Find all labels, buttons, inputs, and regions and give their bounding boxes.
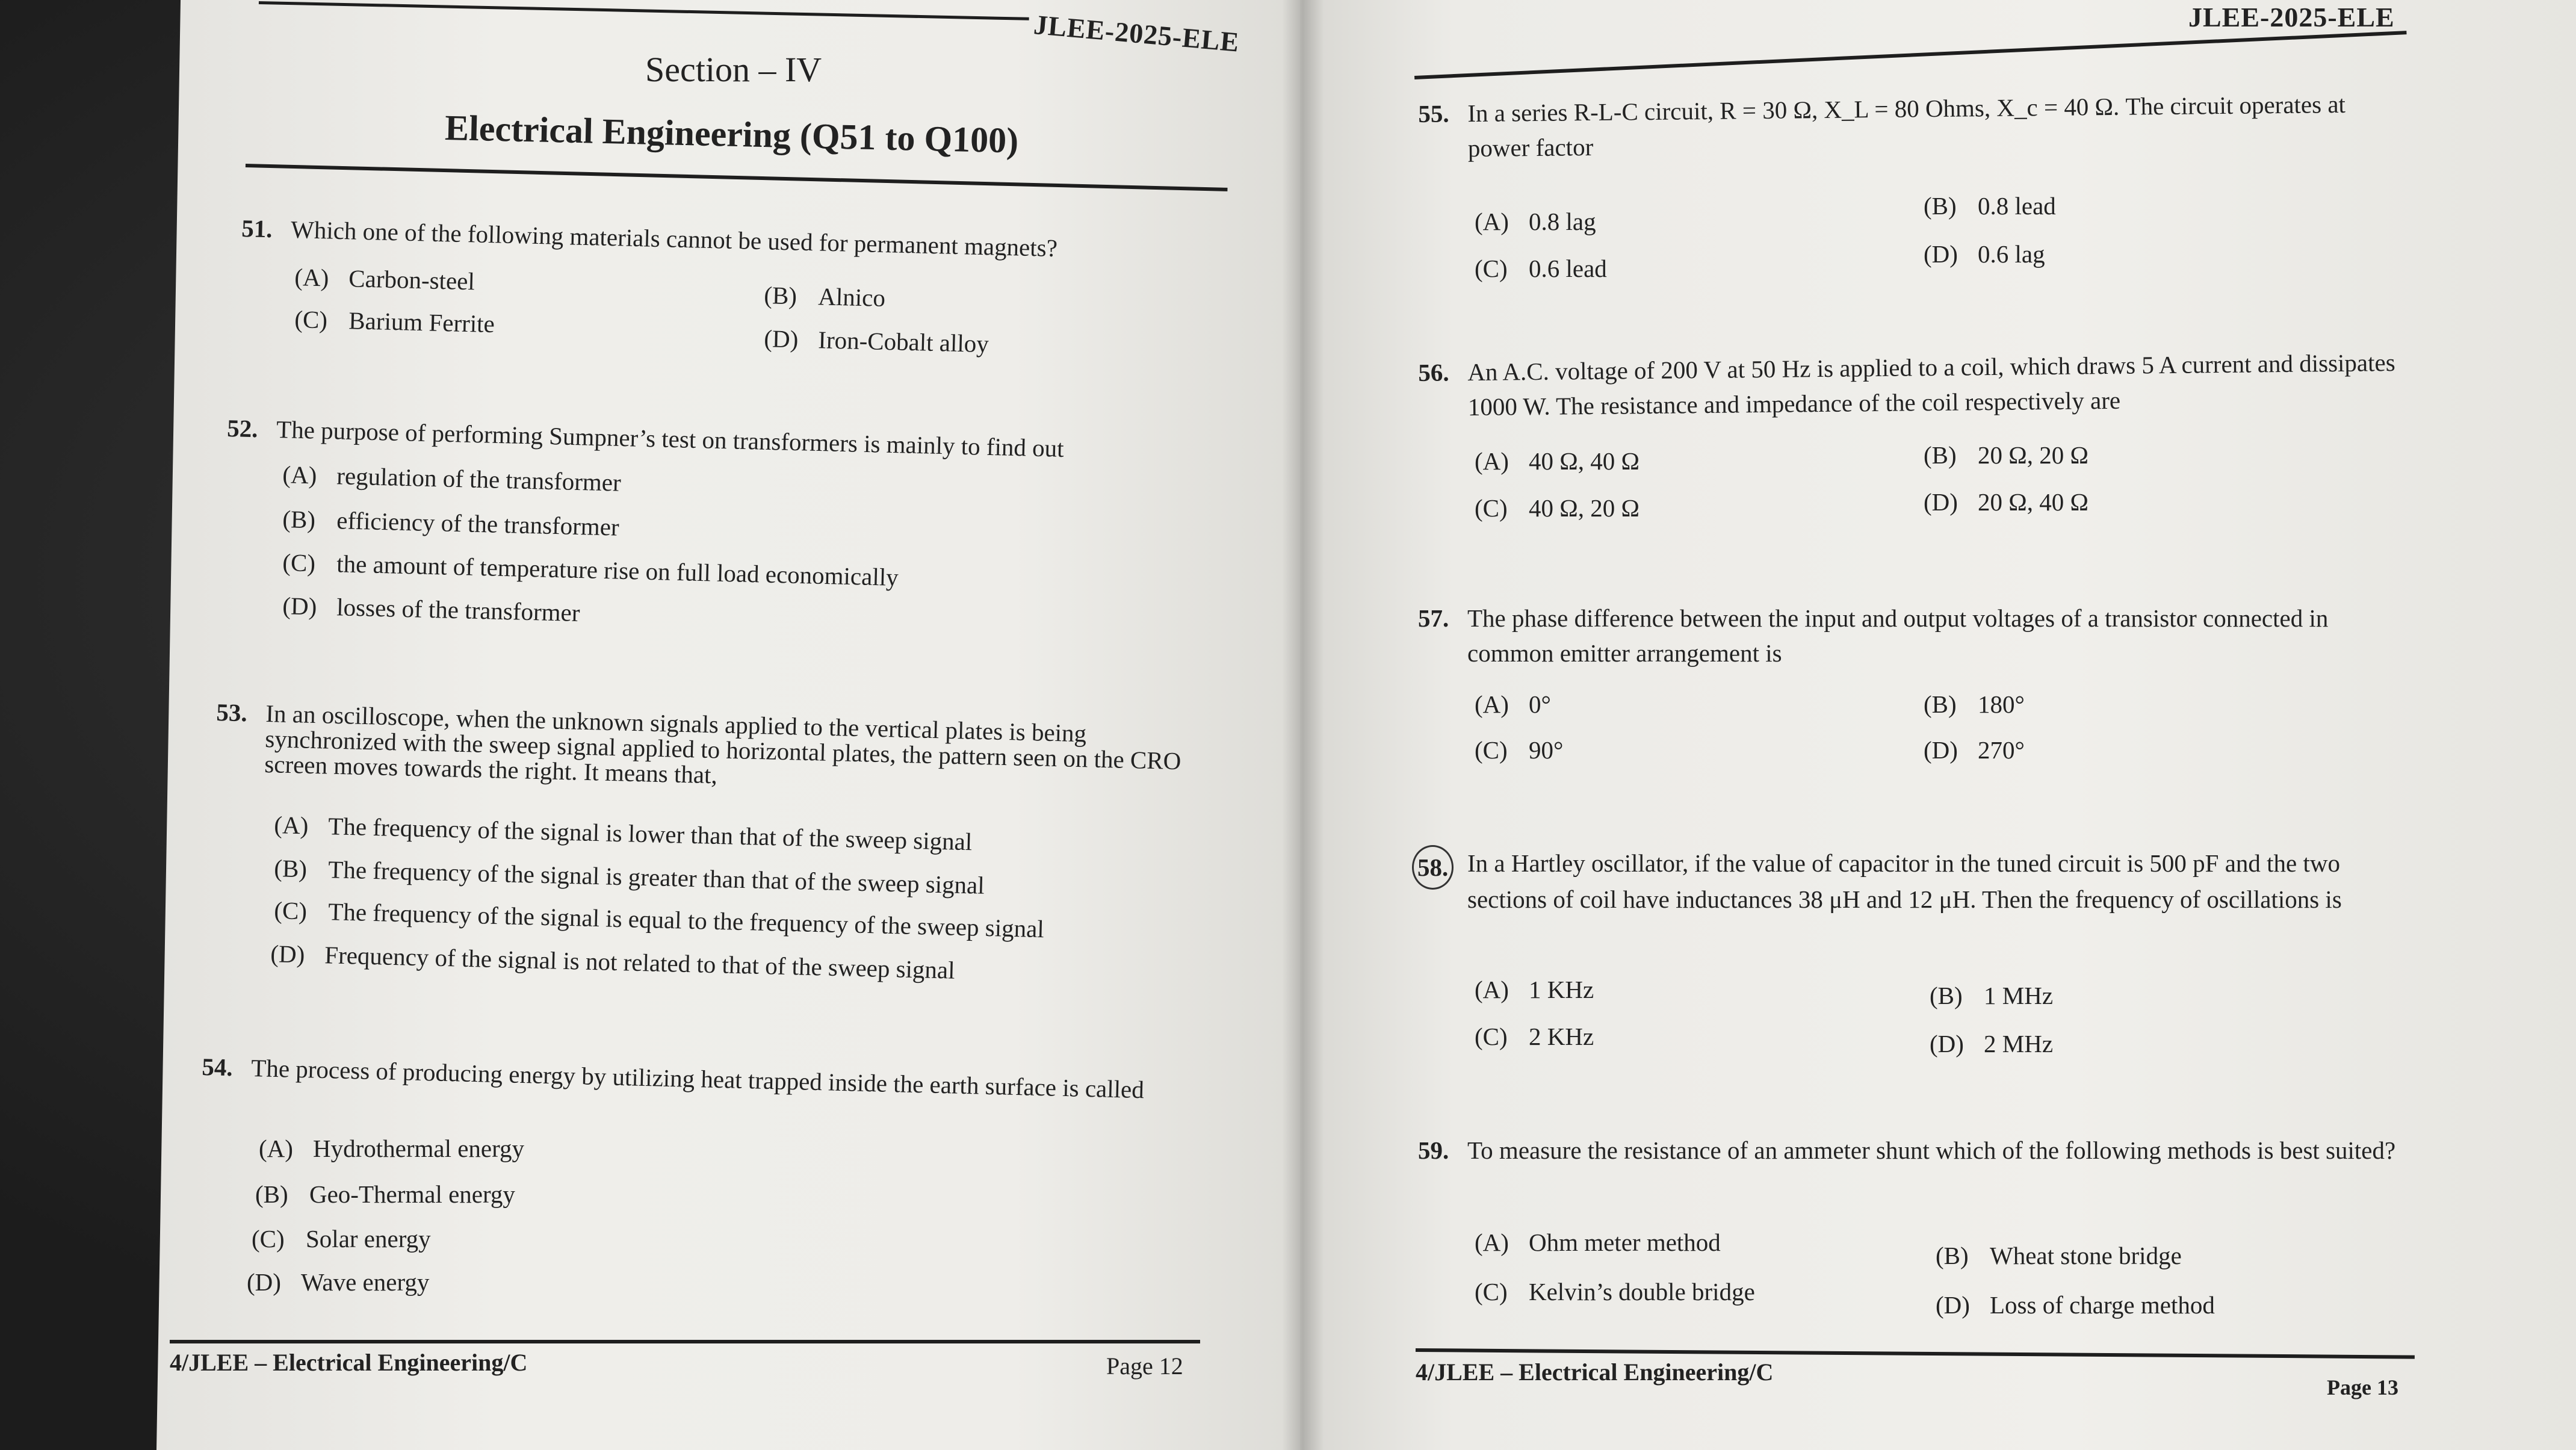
left-footer-code: 4/JLEE – Electrical Engineering/C [170, 1349, 528, 1376]
option-57-a[interactable]: (A) 0° [1475, 690, 1551, 718]
section-title: Section – IV [645, 50, 822, 89]
option-54-c[interactable]: (C) Solar energy [252, 1225, 431, 1253]
option-55-d[interactable]: (D) 0.6 lag [1924, 240, 2045, 268]
option-57-c[interactable]: (C) 90° [1475, 736, 1564, 764]
option-56-b[interactable]: (B) 20 Ω, 20 Ω [1924, 441, 2088, 469]
option-58-c[interactable]: (C) 2 KHz [1475, 1023, 1594, 1050]
right-footer-code: 4/JLEE – Electrical Engineering/C [1416, 1359, 1774, 1386]
option-59-a[interactable]: (A) Ohm meter method [1475, 1228, 1721, 1256]
option-52-c[interactable]: (C) the amount of temperature rise on full load economically [282, 548, 899, 591]
option-58-d[interactable]: (D) 2 MHz [1930, 1030, 2054, 1058]
question-number: 54. [201, 1052, 234, 1082]
left-page-number: Page 12 [1106, 1352, 1183, 1380]
option-58-b[interactable]: (B) 1 MHz [1930, 982, 2054, 1009]
option-51-c[interactable]: (C) Barium Ferrite [294, 305, 495, 338]
option-54-b[interactable]: (B) Geo-Thermal energy [255, 1180, 515, 1208]
right-page-number: Page 13 [2327, 1375, 2398, 1399]
option-51-b[interactable]: (B) Alnico [763, 280, 886, 312]
option-56-c[interactable]: (C) 40 Ω, 20 Ω [1475, 494, 1639, 522]
option-54-d[interactable]: (D) Wave energy [247, 1268, 430, 1296]
question-number: 55. [1418, 99, 1449, 128]
option-56-a[interactable]: (A) 40 Ω, 40 Ω [1475, 447, 1639, 475]
option-55-b[interactable]: (B) 0.8 lead [1924, 192, 2056, 220]
left-running-header: JLEE-2025-ELE [1032, 8, 1241, 58]
question-text: An A.C. voltage of 200 V at 50 Hz is applied to a coil, which draws 5 A current and dissipates 1000 W. The resistance and impedance of the coil respectively are [1467, 348, 2395, 421]
question-58 [1418, 845, 2429, 917]
question-number: 59. [1418, 1136, 1449, 1164]
question-number: 51. [241, 214, 273, 243]
option-57-b[interactable]: (B) 180° [1924, 690, 2025, 718]
option-55-c[interactable]: (C) 0.6 lead [1475, 255, 1607, 282]
option-53-b[interactable]: (B) The frequency of the signal is greater than that of the sweep signal [273, 854, 985, 899]
left-footer-rule [170, 1340, 1200, 1343]
question-text: In a Hartley oscillator, if the value of capacitor in the tuned circuit is 500 pF and the two sections of coil have inductances 38 μH and 12 μH. Then the frequency of oscillations is [1467, 849, 2342, 913]
subject-title: Electrical Engineering (Q51 to Q100) [444, 107, 1019, 161]
question-text: In a series R-L-C circuit, R = 30 Ω, X_L = 80 Ohms, X_c = 40 Ω. The circuit operates at power factor [1467, 90, 2346, 163]
question-59 [1418, 1133, 2429, 1168]
question-number [1418, 845, 1467, 890]
circled-mark: 58. [1412, 845, 1454, 890]
option-52-a[interactable]: (A) regulation of the transformer [282, 460, 622, 497]
option-51-a[interactable]: (A) Carbon-steel [294, 262, 475, 296]
question-57 [1418, 601, 2429, 671]
question-number: 52. [226, 414, 259, 443]
question-text: The purpose of performing Sumpner’s test on transformers is mainly to find out [276, 415, 1065, 462]
question-text: The process of producing energy by utilizing heat trapped inside the earth surface is called [250, 1054, 1145, 1104]
option-54-a[interactable]: (A) Hydrothermal energy [259, 1135, 525, 1162]
option-57-d[interactable]: (D) 270° [1924, 736, 2025, 764]
option-59-c[interactable]: (C) Kelvin’s double bridge [1475, 1278, 1755, 1306]
question-text: Which one of the following materials cannot be used for permanent magnets? [290, 215, 1058, 262]
option-56-d[interactable]: (D) 20 Ω, 40 Ω [1924, 488, 2088, 516]
question-56 [1418, 344, 2430, 425]
right-running-header: JLEE-2025-ELE [2188, 2, 2395, 33]
question-text: In an oscilloscope, when the unknown signals applied to the vertical plates is being synchronized with the sweep signal applied to horizontal plates, the pattern seen on the CRO screen moves towards the right. It means that, [264, 699, 1181, 789]
question-text: To measure the resistance of an ammeter shunt which of the following methods is best suited? [1467, 1136, 2396, 1164]
option-52-d[interactable]: (D) losses of the transformer [282, 591, 581, 627]
question-number: 56. [1418, 358, 1449, 386]
option-51-d[interactable]: (D) Iron-Cobalt alloy [763, 324, 989, 358]
question-number: 57. [1418, 604, 1449, 632]
option-58-a[interactable]: (A) 1 KHz [1475, 976, 1594, 1003]
option-55-a[interactable]: (A) 0.8 lag [1475, 208, 1596, 235]
question-number: 53. [215, 698, 248, 727]
option-59-b[interactable]: (B) Wheat stone bridge [1936, 1242, 2182, 1269]
option-59-d[interactable]: (D) Loss of charge method [1936, 1291, 2215, 1319]
question-55 [1418, 85, 2430, 166]
option-53-a[interactable]: (A) The frequency of the signal is lower than that of the sweep signal [273, 810, 973, 856]
question-text: The phase difference between the input and output voltages of a transistor connected in common emitter arrangement is [1467, 604, 2329, 667]
option-53-d[interactable]: (D) Frequency of the signal is not related to that of the sweep signal [270, 939, 956, 984]
option-53-c[interactable]: (C) The frequency of the signal is equal to the frequency of the sweep signal [273, 896, 1045, 943]
page-gutter [1282, 0, 1324, 1450]
option-52-b[interactable]: (B) efficiency of the transformer [282, 504, 620, 541]
